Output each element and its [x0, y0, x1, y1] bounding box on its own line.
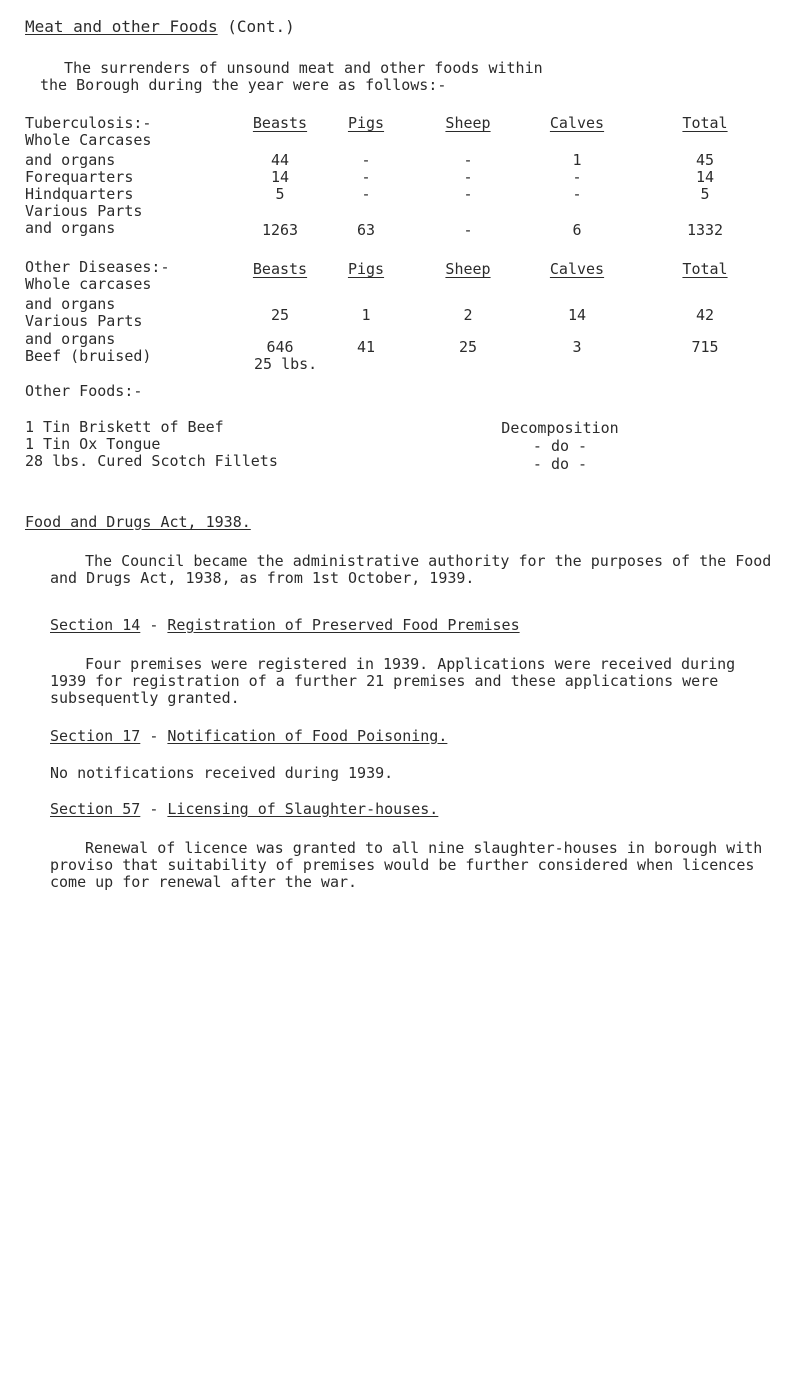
section-17-heading: Section 17 - Notification of Food Poisoning. — [50, 727, 448, 745]
tb-header-beasts: Beasts — [252, 114, 308, 132]
tb-row-1-pigs: - — [361, 151, 371, 169]
section-14-title: Registration of Preserved Food Premises — [167, 616, 520, 634]
tb-row-3-calves: - — [572, 185, 582, 203]
tb-row-4-total: 1332 — [686, 221, 724, 239]
tb-row-1-beasts: 44 — [270, 151, 290, 169]
tb-row-2-beasts: 14 — [270, 168, 290, 186]
tb-row-3-label: Hindquarters — [25, 185, 134, 203]
section-17-paragraph: No notifications received during 1939. — [50, 764, 394, 782]
tb-row-3-pigs: - — [361, 185, 371, 203]
other-food-item-3: 28 lbs. Cured Scotch Fillets — [25, 452, 278, 470]
tb-row-2-sheep: - — [463, 168, 473, 186]
od-row-1-total: 42 — [695, 306, 715, 324]
od-row-2-total: 715 — [691, 338, 719, 356]
od-header-calves: Calves — [549, 260, 605, 278]
od-row-1-pigs: 1 — [361, 306, 371, 324]
tb-header-pigs: Pigs — [347, 114, 385, 132]
section-14-label: Section 14 — [50, 616, 141, 634]
od-row-2-pigs: 41 — [356, 338, 376, 356]
od-row-2-label-1: Various Parts — [25, 312, 143, 330]
od-title-2: Whole carcases — [25, 275, 152, 293]
tb-title-2: Whole Carcases — [25, 131, 152, 149]
od-header-sheep: Sheep — [445, 260, 491, 278]
tb-header-total: Total — [682, 114, 728, 132]
tb-row-2-pigs: - — [361, 168, 371, 186]
tb-row-2-total: 14 — [695, 168, 715, 186]
other-foods-title: Other Foods:- — [25, 382, 143, 400]
other-food-reason-3: - do - — [532, 455, 588, 473]
od-row-3-beasts: 25 lbs. — [254, 355, 318, 373]
od-row-2-calves: 3 — [572, 338, 582, 356]
other-food-item-2: 1 Tin Ox Tongue — [25, 435, 161, 453]
od-row-1-calves: 14 — [567, 306, 587, 324]
page-heading-title: Meat and other Foods — [25, 17, 218, 36]
other-food-reason-2: - do - — [532, 437, 588, 455]
section-14-heading: Section 14 - Registration of Preserved Food Premises — [50, 616, 520, 634]
od-row-1-beasts: 25 — [270, 306, 290, 324]
section-57-title: Licensing of Slaughter-houses. — [167, 800, 439, 818]
page-heading-suffix: (Cont.) — [217, 17, 295, 36]
tb-row-4-label-2: and organs — [25, 219, 116, 237]
section-17-title: Notification of Food Poisoning. — [167, 727, 448, 745]
tb-row-3-sheep: - — [463, 185, 473, 203]
od-row-1-label: and organs — [25, 295, 116, 313]
tb-row-3-beasts: 5 — [275, 185, 285, 203]
other-food-reason-1: Decomposition — [501, 419, 619, 437]
tb-row-1-total: 45 — [695, 151, 715, 169]
section-57-label: Section 57 — [50, 800, 141, 818]
tb-row-4-pigs: 63 — [356, 221, 376, 239]
intro-line-1: The surrenders of unsound meat and other foods within — [64, 59, 543, 77]
od-row-3-label: Beef (bruised) — [25, 347, 152, 365]
tb-row-3-total: 5 — [700, 185, 710, 203]
section-17-label: Section 17 — [50, 727, 141, 745]
fda-heading: Food and Drugs Act, 1938. — [25, 513, 251, 531]
tb-row-4-calves: 6 — [572, 221, 582, 239]
tb-header-sheep: Sheep — [445, 114, 491, 132]
tb-row-4-label-1: Various Parts — [25, 202, 143, 220]
od-header-pigs: Pigs — [347, 260, 385, 278]
tb-row-2-calves: - — [572, 168, 582, 186]
other-food-item-1: 1 Tin Briskett of Beef — [25, 418, 224, 436]
tb-row-1-label: and organs — [25, 151, 116, 169]
od-row-2-label-2: and organs — [25, 330, 116, 348]
od-title-1: Other Diseases:- — [25, 258, 170, 276]
intro-line-2: the Borough during the year were as follows:- — [40, 76, 447, 94]
od-row-2-sheep: 25 — [458, 338, 478, 356]
page-heading — [25, 18, 295, 35]
tb-row-4-sheep: - — [463, 221, 473, 239]
tb-row-1-calves: 1 — [572, 151, 582, 169]
fda-paragraph: The Council became the administrative authority for the purposes of the Food and Drugs Act, 1938, as from 1st October, 1939. — [50, 552, 772, 587]
tb-row-4-beasts: 1263 — [261, 221, 299, 239]
section-57-heading: Section 57 - Licensing of Slaughter-houses. — [50, 800, 439, 818]
section-14-paragraph: Four premises were registered in 1939. Applications were received during 1939 for registration of a further 21 premises and these applications were subsequently granted. — [50, 655, 736, 707]
tb-header-calves: Calves — [549, 114, 605, 132]
tb-title-1: Tuberculosis:- — [25, 114, 152, 132]
tb-row-2-label: Forequarters — [25, 168, 134, 186]
section-57-paragraph: Renewal of licence was granted to all nine slaughter-houses in borough with proviso that suitability of premises would be further considered when licences come up for renewal after the war. — [50, 839, 763, 891]
tb-row-1-sheep: - — [463, 151, 473, 169]
od-row-2-beasts: 646 — [266, 338, 294, 356]
od-header-beasts: Beasts — [252, 260, 308, 278]
od-header-total: Total — [682, 260, 728, 278]
od-row-1-sheep: 2 — [463, 306, 473, 324]
